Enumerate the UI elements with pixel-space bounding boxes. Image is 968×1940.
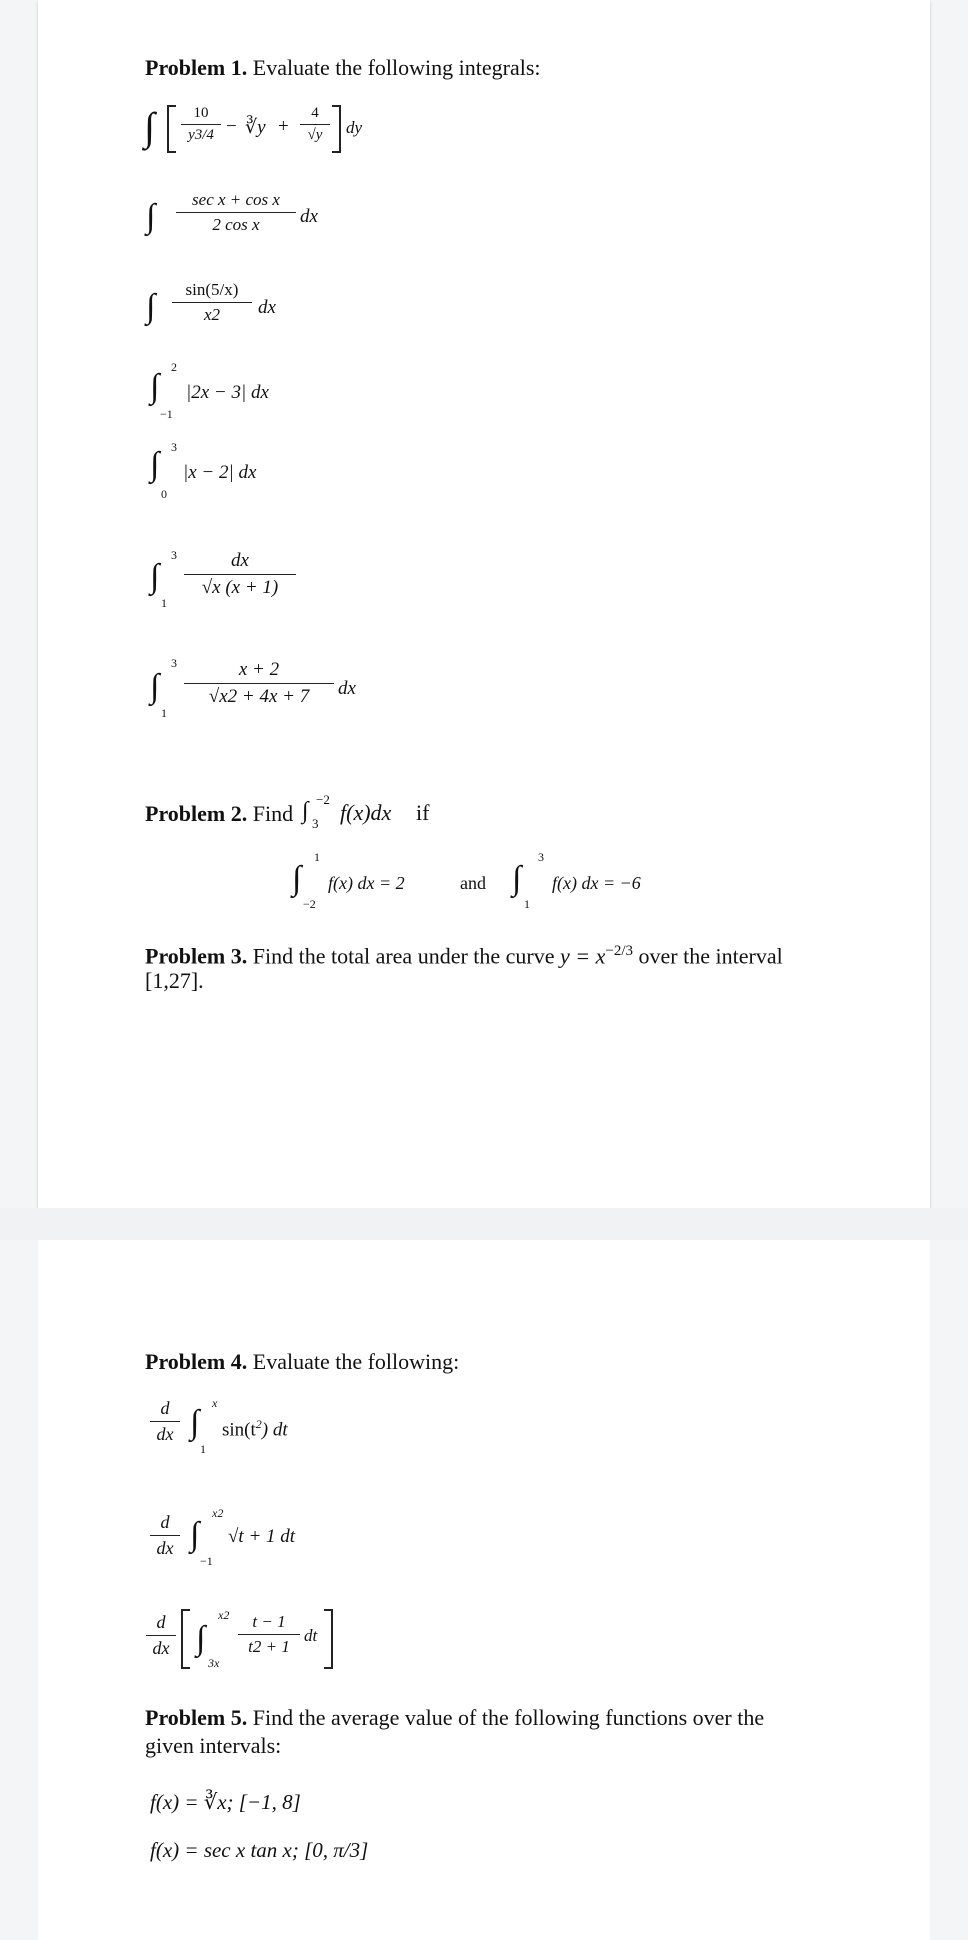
problem-1-label: Problem 1. [145,55,248,80]
fraction-10: $\frac{10}{y3/4}$ [181,105,221,144]
fraction-4: $\frac{4}{√y}$ [300,105,330,144]
problem-1-heading [145,54,541,82]
page-2 [38,1240,930,1940]
problem-3-heading: Problem 3. Find the total area under the curve $y = x^{-2/3}$ over the interval [145,943,783,969]
function-1: f(x) = ∛x; [−1, 8] [150,1790,301,1814]
integral-sign: ∫ [150,558,160,595]
d-dx: $\frac{d}{dx}$ [150,1398,180,1445]
page-gap [0,1208,968,1240]
integral-sign: ∫ [196,1620,206,1657]
d-dx: $\frac{d}{dx}$ [146,1612,176,1659]
page-1 [38,0,930,1208]
right-bracket [322,1608,342,1670]
left-bracket [178,1608,198,1670]
integral-sign: ∫ [150,368,160,405]
d-dx: $\frac{d}{dx}$ [150,1512,180,1559]
integral-sign: ∫ [302,798,309,824]
integral-sign: ∫ [292,860,302,897]
problem-4-label: Problem 4. [145,1349,248,1374]
function-2: f(x) = sec x tan x; [0, π/3] [150,1838,369,1862]
problem-3-interval: [1,27]. [145,968,204,993]
integral-sign: ∫ [150,668,160,705]
integral-sign: ∫ [146,198,156,235]
integral-sign: ∫ [150,446,160,483]
fraction-sec-cos: sec x + cos x 2 cos x [176,190,296,235]
problem-4-heading: Problem 4. Evaluate the following: [145,1349,460,1374]
integral-sign: ∫ [144,104,155,149]
integral-sign: ∫ [190,1404,200,1441]
problem-5-heading: Problem 5. Find the average value of the following functions over the [145,1705,765,1730]
fraction-x-plus-2: $\frac{x + 2}{√x2 + 4x + 7}$ [184,659,334,708]
integral-sign: ∫ [512,860,522,897]
fraction-t: $\frac{t - 1}{t2 + 1}$ [238,1612,300,1657]
problem-5-heading-line2: given intervals: [145,1733,282,1758]
integral-sign: ∫ [146,288,156,325]
problem-2-heading: Problem 2. Find [145,801,294,826]
problem-2-label: Problem 2. [145,801,248,826]
problem-5-label: Problem 5. [145,1705,248,1730]
problem-1-text: Evaluate the following integrals: [252,55,541,80]
fraction-dx: $\frac{dx}{√x (x + 1)}$ [184,550,296,599]
integral-sign: ∫ [190,1516,200,1553]
problem-3-label: Problem 3. [145,943,248,969]
fraction-sin: $\frac{\sin(5/x)}{x2}$ [172,280,252,325]
